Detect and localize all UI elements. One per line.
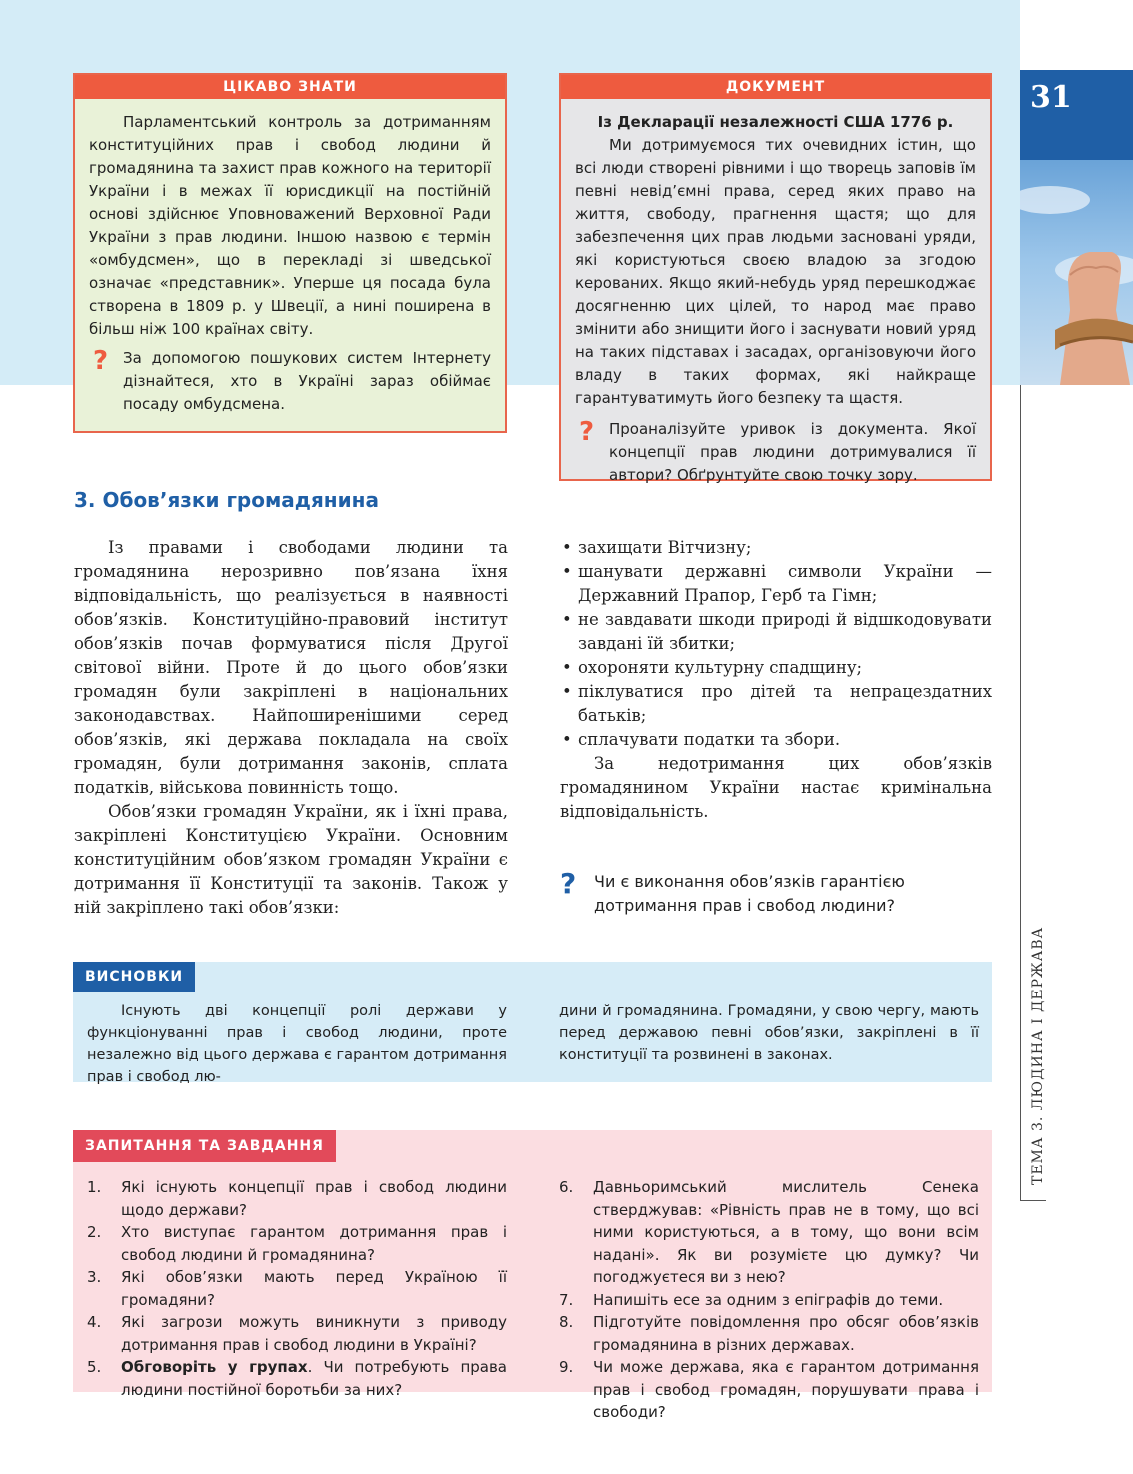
raised-fist-photo	[1020, 160, 1133, 385]
interesting-fact-heading: ЦІКАВО ЗНАТИ	[75, 75, 505, 99]
task-item: 5. Обговоріть у групах. Чи потребують права людини постійної боротьби за них?	[87, 1358, 507, 1399]
tasks-column-left	[87, 1176, 507, 1401]
task-bold-lead: Обговоріть у групах	[121, 1358, 308, 1376]
page-number: 31	[1030, 80, 1072, 115]
tasks-column-right	[559, 1176, 979, 1424]
conclusions-text-right: дини й громадянина. Громадяни, у свою чергу, мають перед державою певні обов’язки, закріплені в її конституції та розвинені в законах.	[559, 1003, 979, 1063]
tasks-heading: ЗАПИТАННЯ ТА ЗАВДАННЯ	[73, 1130, 336, 1162]
section-column-right	[560, 536, 992, 824]
list-item: • піклуватися про дітей та непрацездатних батьків;	[560, 680, 992, 728]
task-item: 7. Напишіть есе за одним з епіграфів до теми.	[559, 1290, 944, 1309]
document-title: Із Декларації незалежності США 1776 р.	[597, 113, 954, 131]
interesting-question	[89, 347, 491, 416]
section-paragraph-1: Із правами і свободами людини та громадянина нерозривно пов’язана їхня відповідальність, що реалізується в наявності обов’язків. Конституційно-правовий інститут обов’язків почав формуватися після Другої світової війни. Проте й до цього обов’язки громадян були закріплені в національних законодавствах. Найпоширенішими серед обов’язків, які держава покладала на своїх громадян, були дотримання законів, сплата податків, військова повинність тощо.	[74, 538, 508, 797]
conclusions-box	[73, 962, 992, 1085]
side-rule-foot	[1020, 1200, 1046, 1201]
task-item: 3. Які обов’язки мають перед Україною її громадяни?	[87, 1268, 507, 1309]
document-text: Ми дотримуємося тих очевидних істин, що всі люди створені рівними і що творець заповів їм певні невід’ємні права, серед яких право на життя, свободу, прагнення щастя; що для забезпечення цих прав людьми засновані уряди, які користуються своєю владою за згодою керованих. Якщо який-небудь уряд перешкоджає досягненню цих цілей, то народ має право змінити або знищити його і заснувати новий уряд на таких підставах і засадах, організовуючи його владу в таких формах, які найкраще гарантуватимуть його безпеку та щастя.	[575, 136, 976, 407]
conclusions-heading: ВИСНОВКИ	[73, 962, 195, 992]
task-item: 6. Давньоримський мислитель Сенека стверджував: «Рівність прав не в тому, що всі ними користуються, а в тому, що вони всім надані». Як ви розумієте цю думку? Чи погоджуєтеся ви з нею?	[559, 1178, 979, 1286]
document-heading: ДОКУМЕНТ	[561, 75, 990, 99]
task-item: 1. Які існують концепції прав і свобод людини щодо держави?	[87, 1178, 507, 1219]
section-question	[560, 867, 992, 918]
list-item: • не завдавати шкоди природі й відшкодовувати завдані їй збитки;	[560, 608, 992, 656]
question-mark-icon: ?	[560, 867, 577, 900]
tasks-box	[73, 1130, 992, 1421]
section-paragraph-3: За недотримання цих обов’язків громадянином України настає кримінальна відповідальність.	[560, 754, 992, 821]
document-box	[559, 73, 992, 484]
theme-vertical-label: ТЕМА 3. ЛЮДИНА І ДЕРЖАВА	[1030, 926, 1046, 1185]
duties-list	[560, 536, 992, 752]
interesting-question-text: За допомогою пошукових систем Інтернету дізнайтеся, хто в Україні зараз обіймає посаду омбудсмена.	[123, 349, 491, 413]
list-item: • охороняти культурну спадщину;	[560, 656, 992, 680]
task-item: 9. Чи може держава, яка є гарантом дотримання прав і свобод громадян, порушувати права і свободи?	[559, 1358, 979, 1421]
list-item: • шанувати державні символи України — Державний Прапор, Герб та Гімн;	[560, 560, 992, 608]
section-title: 3. Обов’язки громадянина	[74, 488, 379, 512]
section-paragraph-2: Обов’язки громадян України, як і їхні права, закріплені Конституцією України. Основним конституційним обов’язком громадян України є дотримання її Конституції та законів. Також у ній закріплено такі обов’язки:	[74, 802, 508, 917]
list-item: • сплачувати податки та збори.	[560, 728, 992, 752]
document-question-text: Проаналізуйте уривок із документа. Якої концепції прав людини дотримувалися її автори? Обґрунтуйте свою точку зору.	[609, 420, 976, 484]
task-item: 8. Підготуйте повідомлення про обсяг обов’язків громадянина в різних державах.	[559, 1313, 979, 1354]
task-item: 2. Хто виступає гарантом дотримання прав і свобод людини й громадянина?	[87, 1223, 507, 1264]
question-mark-icon: ?	[93, 346, 109, 376]
document-question	[575, 418, 976, 487]
section-question-text: Чи є виконання обов’язків гарантією дотримання прав і свобод людини?	[594, 872, 905, 915]
section-column-left	[74, 536, 508, 920]
interesting-fact-box	[73, 73, 507, 433]
question-mark-icon: ?	[579, 417, 595, 447]
raised-fist-icon	[1020, 160, 1133, 385]
interesting-fact-text: Парламентський контроль за дотриманням конституційних прав і свобод людини й громадянина та захист прав кожного на території України і в межах її юрисдикції на постійній основі здійснює Уповноважений Верховної Ради України з прав людини. Іншою назвою є термін «омбудсмен», що в перекладі зі шведської означає «представник». Уперше ця посада була створена в 1809 р. у Швеції, а нині поширена в більш ніж 100 країнах світу.	[89, 113, 491, 338]
task-item: 4. Які загрози можуть виникнути з приводу дотримання прав і свобод людини в Україні?	[87, 1313, 507, 1354]
conclusions-text-left: Існують дві концепції ролі держави у функціонуванні прав і свобод людини, проте незалежно від цього держава є гарантом дотримання прав і свобод лю-	[87, 1003, 507, 1085]
side-rule	[1020, 385, 1021, 1200]
list-item: • захищати Вітчизну;	[560, 536, 992, 560]
